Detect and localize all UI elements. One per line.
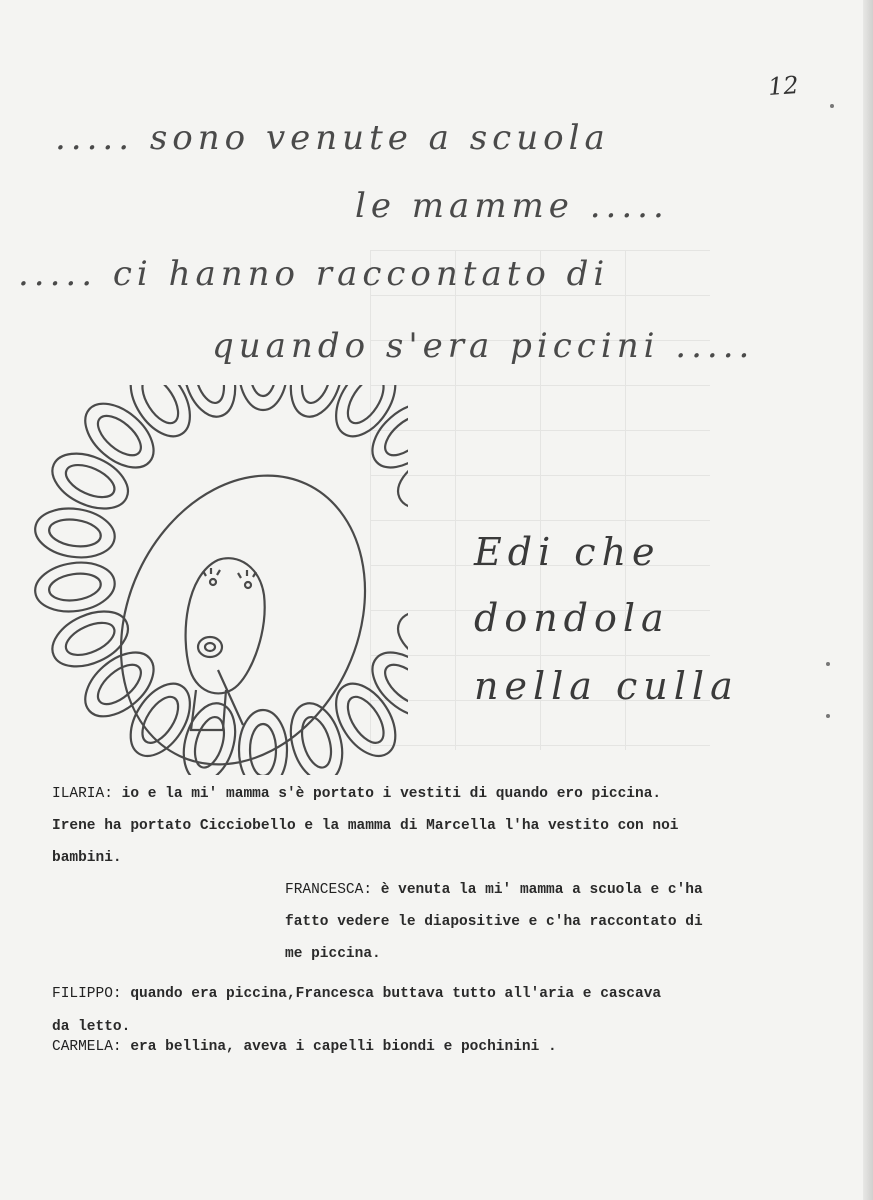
speech-text: quando era piccina,Francesca buttava tutto all'aria e cascava [121, 986, 662, 1002]
speaker-name: CARMELA: [52, 1039, 122, 1055]
transcript-line [52, 1019, 130, 1035]
petal-inner [407, 616, 408, 661]
poem-line-3: ..... ci hanno raccontato di [18, 254, 610, 294]
child-drawing-baby-in-cradle [28, 385, 408, 775]
petal-inner [47, 516, 102, 549]
petal [118, 673, 202, 766]
paper-speck [830, 104, 834, 108]
speech-text: da letto. [52, 1019, 131, 1035]
petal [282, 385, 351, 423]
speech-text: Irene ha portato Cicciobello e la mamma di Marcella l'ha vestito con noi [52, 818, 679, 834]
speech-text: me piccina. [285, 946, 381, 962]
baby-blanket [191, 670, 243, 730]
transcript-line [52, 850, 122, 866]
petal-inner [341, 385, 391, 429]
transcript-line [285, 882, 703, 898]
petal-inner [91, 658, 147, 712]
petal [32, 504, 118, 563]
poem-line-2: le mamme ..... [355, 186, 669, 226]
baby-head [186, 558, 265, 693]
speech-text: è venuta la mi' mamma a scuola e c'ha [372, 882, 703, 898]
cradle-petals [32, 385, 408, 775]
petal [361, 640, 408, 729]
petal [175, 385, 244, 423]
caption-line-1: Edi che [474, 530, 661, 574]
transcript-line [52, 786, 661, 802]
speech-text: io e la mi' mamma s'è portato i vestiti di quando ero piccina. [112, 786, 662, 802]
baby-mouth [198, 637, 222, 657]
petal-inner [91, 409, 147, 463]
poem-line-4: quando s'era piccini ..... [212, 326, 755, 366]
speech-text: fatto vedere le diapositive e c'ha raccontato di [285, 914, 703, 930]
transcript-line [285, 946, 381, 962]
petal-inner [297, 714, 337, 771]
transcript-line [285, 914, 703, 930]
petal-inner [135, 691, 185, 749]
petal [239, 385, 287, 410]
speech-text: bambini. [52, 850, 122, 866]
speech-text: era bellina, aveva i capelli biondi e pochinini . [121, 1039, 557, 1055]
petal [361, 391, 408, 480]
transcript-line [52, 1039, 557, 1055]
paper-speck [826, 714, 830, 718]
page-edge [863, 0, 873, 1200]
caption-line-3: nella culla [474, 664, 739, 708]
baby-eyes [203, 568, 256, 588]
caption-line-2: dondola [474, 596, 670, 640]
petal-inner [47, 570, 102, 603]
page-number: 12 [767, 70, 800, 102]
speaker-name: FILIPPO: [52, 986, 122, 1002]
petal [239, 710, 287, 775]
transcript-line [52, 818, 679, 834]
petal-inner [250, 385, 276, 396]
petal [32, 558, 118, 617]
transcript-line [52, 986, 661, 1002]
petal-inner [407, 458, 408, 503]
poem-line-1: ..... sono venute a scuola [55, 118, 610, 158]
petal-inner [341, 691, 391, 749]
petal-inner [135, 385, 185, 429]
speaker-name: ILARIA: [52, 786, 113, 802]
speaker-name: FRANCESCA: [285, 882, 373, 898]
paper-speck [826, 662, 830, 666]
